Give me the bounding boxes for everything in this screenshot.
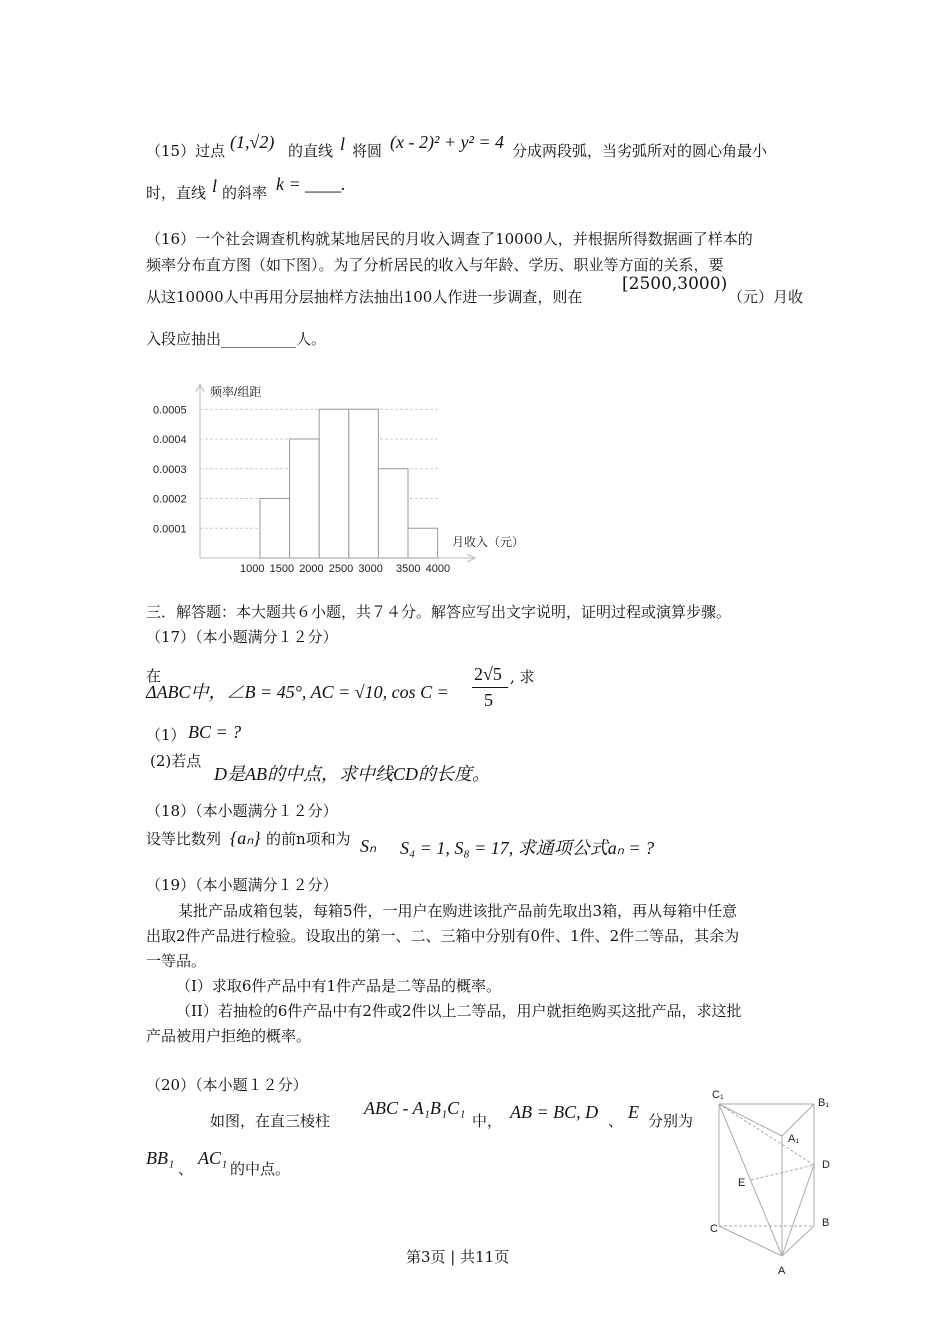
x-tick-label: 1000: [240, 563, 265, 575]
q20-prism: ABC - A₁B₁C₁: [364, 1098, 466, 1118]
q17-part1-label: （1）: [146, 726, 186, 744]
prism-edges: [719, 1104, 814, 1256]
q17-part2-label: (2)若点: [150, 752, 202, 770]
q19-title: （19）（本小题满分１２分）: [146, 876, 338, 894]
q16-text: 频率分布直方图（如下图）。为了分析居民的收入与年龄、学历、职业等方面的关系，要: [146, 256, 724, 274]
section-heading: 三．解答题：本大题共６小题，共７４分。解答应写出文字说明，证明过程或演算步骤。: [146, 603, 732, 621]
q17-text: 在: [146, 667, 162, 685]
q15-circle: (x - 2)² + y² = 4: [390, 132, 505, 152]
q20-text: 的中点。: [230, 1160, 291, 1178]
histogram-bar: [319, 409, 349, 558]
histogram-bar: [349, 409, 379, 558]
q17-title: （17）（本小题满分１２分）: [146, 628, 338, 646]
q17-frac-den: 5: [484, 690, 493, 710]
page-footer: 第3页 | 共11页: [406, 1248, 510, 1266]
q16-interval: [2500,3000): [622, 274, 728, 294]
q20-text: 如图，在直三棱柱: [210, 1112, 331, 1130]
q15-text: 的斜率: [222, 184, 268, 202]
prism-figure: [700, 1080, 840, 1280]
histogram-bar: [290, 439, 320, 558]
q19-text: 产品被用户拒绝的概率。: [146, 1027, 312, 1045]
x-tick-label: 2000: [299, 563, 324, 575]
y-tick-label: 0.0001: [153, 523, 187, 536]
q16-text: 从这10000人中再用分层抽样方法抽出100人作进一步调查，则在: [146, 288, 583, 306]
q18-sn: Sₙ: [360, 836, 377, 856]
q15-answer: k = ____.: [276, 174, 346, 194]
q19-text: 某批产品成箱包装，每箱5件，一用户在购进该批产品前先取出3箱，再从每箱中任意: [178, 902, 738, 920]
y-tick-label: 0.0002: [153, 493, 187, 506]
q16-text: 入段应抽出__________人。: [146, 330, 327, 348]
q17-part2: D是AB的中点，求中线CD的长度。: [214, 764, 490, 784]
q18-title: （18）（本小题满分１２分）: [146, 802, 338, 820]
q18-text: 设等比数列: [146, 830, 222, 848]
q17-condition: ΔABC中，∠B = 45°, AC = √10, cos C =: [146, 682, 449, 702]
q16-text: （16）一个社会调查机构就某地居民的月收入调查了10000人，并根据所得数据画了样本的: [146, 230, 753, 248]
label-c1: C₁: [712, 1089, 724, 1101]
y-tick-label: 0.0003: [153, 463, 187, 476]
x-tick-label: 4000: [425, 563, 451, 575]
histogram-bar: [260, 499, 290, 559]
histogram-bar: [378, 469, 408, 558]
y-axis-title: 频率/组距: [210, 385, 262, 399]
q20-ac1: AC₁: [198, 1148, 228, 1168]
label-c: C: [710, 1223, 718, 1235]
q20-text: 分别为: [648, 1112, 694, 1130]
q17-text: , 求: [510, 668, 535, 686]
q20-condition: AB = BC, D: [510, 1102, 599, 1122]
q15-text: 分成两段弧，当劣弧所对的圆心角最小: [512, 142, 768, 160]
x-tick-label: 3500: [396, 563, 421, 575]
histogram-bar: [408, 528, 438, 558]
q20-bb1: BB₁: [146, 1148, 175, 1168]
label-d: D: [822, 1159, 830, 1171]
q19-part1: （I）求取6件产品中有1件产品是二等品的概率。: [176, 977, 502, 995]
label-b: B: [822, 1217, 830, 1229]
q15-text: 时，直线: [146, 184, 207, 202]
y-tick-label: 0.0005: [153, 404, 187, 417]
q20-text: 、: [608, 1112, 624, 1130]
label-a: A: [778, 1265, 786, 1277]
q17-part1: BC = ?: [188, 722, 242, 742]
q19-part2: （II）若抽检的6件产品中有2件或2件以上二等品，用户就拒绝购买这批产品，求这批: [176, 1002, 742, 1020]
q20-e: E: [628, 1102, 639, 1122]
q16-text: （元）月收: [728, 288, 804, 306]
q15-l: l: [212, 176, 218, 196]
q20-text: 中，: [472, 1112, 503, 1130]
y-tick-label: 0.0004: [153, 434, 187, 446]
label-e: E: [738, 1177, 746, 1189]
q15-text: 将圆: [352, 142, 383, 160]
q15-text: （15）过点: [146, 142, 226, 160]
x-tick-label: 1500: [269, 563, 295, 575]
q20-title: （20）（本小题１２分）: [146, 1076, 308, 1094]
histogram-chart: [0, 0, 950, 600]
q15-point: (1,√2): [230, 132, 275, 152]
q20-text: 、: [178, 1160, 194, 1178]
q17-frac-num: 2√5: [474, 664, 502, 684]
q19-text: 出取2件产品进行检验。设取出的第一、二、三箱中分别有0件、1件、2件二等品，其余为: [146, 927, 740, 945]
fraction-bar: [472, 687, 508, 688]
q19-text: 一等品。: [146, 952, 207, 970]
q15-text: 的直线: [288, 142, 334, 160]
x-axis-title: 月收入（元）: [452, 535, 525, 549]
x-tick-label: 2500: [328, 563, 354, 575]
label-b1: B₁: [818, 1097, 830, 1109]
q18-seq: {aₙ}: [230, 828, 261, 848]
q18-condition: S₄ = 1, S₈ = 17, 求通项公式aₙ = ?: [400, 838, 655, 858]
q15-l: l: [340, 134, 346, 154]
q18-text: 的前n项和为: [266, 830, 351, 848]
label-a1: A₁: [788, 1133, 800, 1145]
x-tick-label: 3000: [358, 563, 383, 575]
